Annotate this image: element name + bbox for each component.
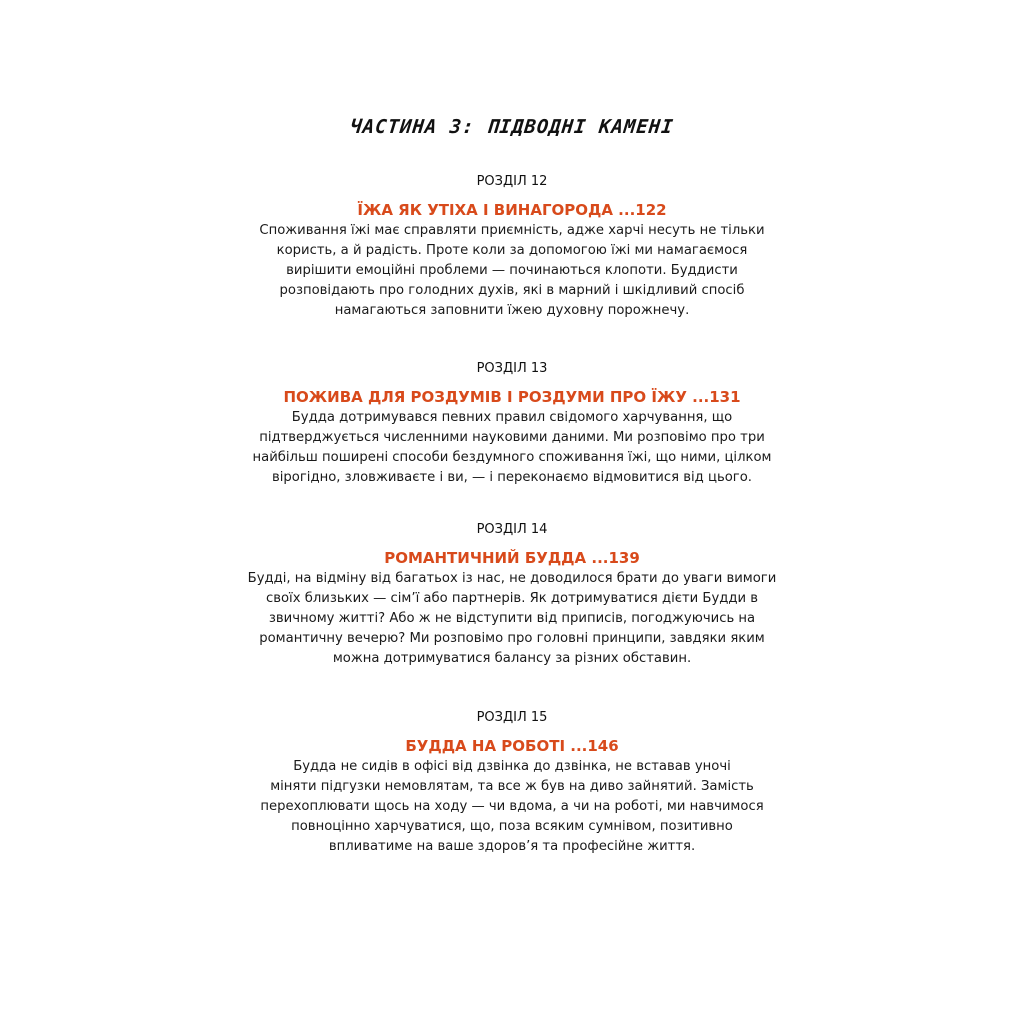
section-label: РОЗДІЛ 12 [476,174,548,189]
text-line: своїх близьких — сім’ї або партнерів. Як дотримуватися дієти Будди в [265,591,759,606]
section-label: РОЗДІЛ 13 [476,361,548,376]
text-line: звичному житті? Або ж не відступити від приписів, погоджуючись на [268,611,756,626]
text-line: Будда не сидів в офісі від дзвінка до дзвінка, не вставав уночі [293,759,731,774]
section-13 [232,360,792,488]
section-description [232,408,792,488]
section-14 [232,521,792,669]
text-line: підтверджується численними науковими даними. Ми розповімо про три [259,430,765,445]
text-line: вирішити емоційні проблеми — починаються клопоти. Буддисти [286,263,738,278]
section-heading: ПОЖИВА ДЛЯ РОЗДУМІВ І РОЗДУМИ ПРО ЇЖУ ...131 [283,388,741,406]
section-description [232,569,792,669]
text-line: Споживання їжі має справляти приємність, адже харчі несуть не тільки [259,223,765,238]
section-heading: РОМАНТИЧНИЙ БУДДА ...139 [384,549,640,567]
text-line: міняти підгузки немовлятам, та все ж був на диво зайнятий. Замість [270,779,754,794]
section-heading: ЇЖА ЯК УТІХА І ВИНАГОРОДА ...122 [357,201,667,219]
text-line: вірогідно, зловживаєте і ви, — і переконаємо відмовитися від цього. [272,470,752,485]
text-line: перехоплювати щось на ходу — чи вдома, а чи на роботі, ми навчимося [260,799,764,814]
text-line: намагаються заповнити їжею духовну порожнечу. [334,303,690,318]
part-title: ЧАСТИНА 3: ПІДВОДНІ КАМЕНІ [349,116,675,138]
section-heading: БУДДА НА РОБОТІ ...146 [405,737,619,755]
text-line: впливатиме на ваше здоров’я та професійне життя. [328,839,696,854]
text-line: Будда дотримувався певних правил свідомого харчування, що [291,410,733,425]
text-line: розповідають про голодних духів, які в марний і шкідливий спосіб [279,283,745,298]
section-description [232,221,792,321]
text-line: найбільш поширені способи бездумного споживання їжі, що ними, цілком [252,450,772,465]
text-line: Будді, на відміну від багатьох із нас, не доводилося брати до уваги вимоги [247,571,777,586]
section-label: РОЗДІЛ 14 [476,522,548,537]
text-line: романтичну вечерю? Ми розповімо про головні принципи, завдяки яким [259,631,765,646]
section-label: РОЗДІЛ 15 [476,710,548,725]
section-description [232,757,792,857]
text-line: користь, а й радість. Проте коли за допомогою їжі ми намагаємося [276,243,748,258]
section-12 [232,173,792,321]
section-15 [232,709,792,857]
text-line: повноцінно харчуватися, що, поза всяким сумнівом, позитивно [291,819,733,834]
text-line: можна дотримуватися балансу за різних обставин. [332,651,692,666]
